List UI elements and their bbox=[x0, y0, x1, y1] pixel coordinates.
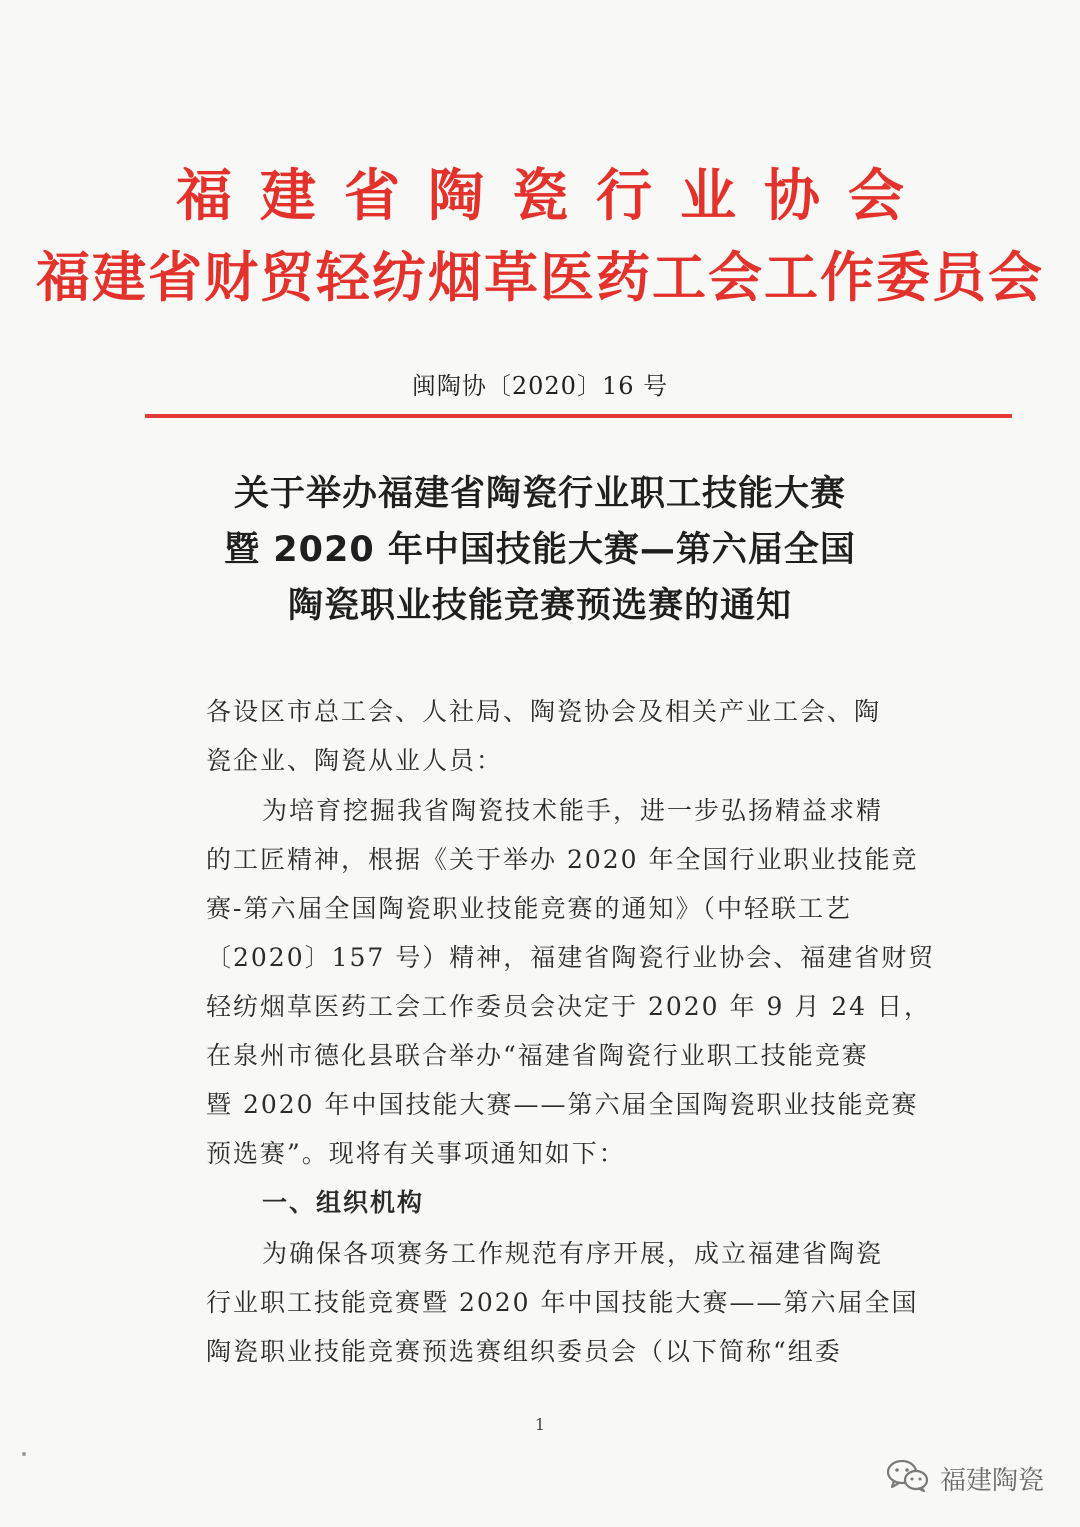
paragraph-line: 行业职工技能竞赛暨 2020 年中国技能大赛——第六届全国 bbox=[206, 1288, 919, 1317]
paragraph-line: 陶瓷职业技能竞赛预选赛组织委员会（以下简称“组委 bbox=[206, 1337, 842, 1366]
addressee-line-1: 各设区市总工会、人社局、陶瓷协会及相关产业工会、陶 bbox=[206, 697, 882, 726]
notice-title-line-1: 关于举办福建省陶瓷行业职工技能大赛 bbox=[233, 474, 846, 514]
paragraph-line: 在泉州市德化县联合举办“福建省陶瓷行业职工技能竞赛 bbox=[206, 1041, 869, 1070]
watermark-label: 福建陶瓷 bbox=[939, 1465, 1044, 1496]
addressee-line-2: 瓷企业、陶瓷从业人员： bbox=[206, 746, 504, 775]
red-divider-line bbox=[145, 414, 1012, 418]
paragraph-line: 为确保各项赛务工作规范有序开展，成立福建省陶瓷 bbox=[262, 1239, 884, 1268]
paragraph-line: 〔2020〕157 号）精神，福建省陶瓷行业协会、福建省财贸 bbox=[206, 943, 936, 972]
paragraph-line: 预选赛”。现将有关事项通知如下： bbox=[206, 1139, 626, 1168]
org-name-trade-union-committee: 福建省财贸轻纺烟草医药工会工作委员会 bbox=[36, 245, 1044, 309]
wechat-icon bbox=[886, 1459, 930, 1497]
notice-title-line-2: 暨 2020 年中国技能大赛—第六届全国 bbox=[224, 530, 856, 570]
section-heading-organization: 一、组织机构 bbox=[262, 1188, 425, 1217]
org-name-ceramics-association: 福建省陶瓷行业协会 bbox=[176, 163, 932, 229]
paragraph-line: 赛-第六届全国陶瓷职业技能竞赛的通知》（中轻联工艺 bbox=[206, 894, 852, 923]
notice-title-line-3: 陶瓷职业技能竞赛预选赛的通知 bbox=[287, 586, 792, 626]
paragraph-line: 的工匠精神，根据《关于举办 2020 年全国行业职业技能竞 bbox=[206, 845, 919, 874]
page-number: 1 bbox=[534, 1415, 546, 1434]
paragraph-line: 为培育挖掘我省陶瓷技术能手，进一步弘扬精益求精 bbox=[262, 796, 884, 825]
wechat-watermark bbox=[886, 1460, 1044, 1496]
paragraph-line: 轻纺烟草医药工会工作委员会决定于 2020 年 9 月 24 日， bbox=[206, 992, 932, 1021]
document-number: 闽陶协〔2020〕16 号 bbox=[411, 372, 669, 400]
scan-speck bbox=[22, 1452, 26, 1456]
paragraph-line: 暨 2020 年中国技能大赛——第六届全国陶瓷职业技能竞赛 bbox=[206, 1090, 919, 1119]
